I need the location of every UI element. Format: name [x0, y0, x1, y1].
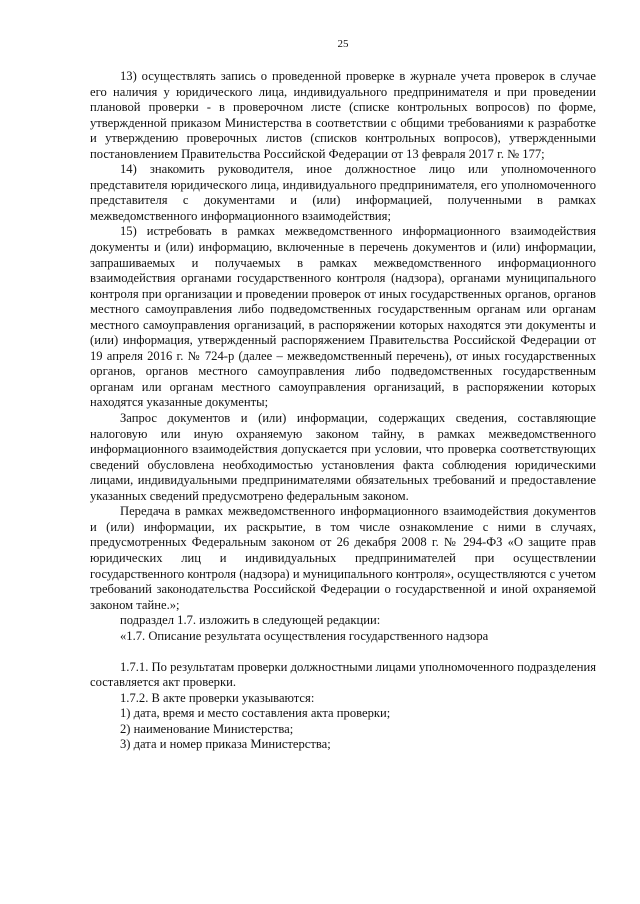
paragraph-1-7-1: 1.7.1. По результатам проверки должностными лицами уполномоченного подразделения составляется акт проверки. [90, 659, 596, 690]
paragraph-1-7-2: 1.7.2. В акте проверки указываются: [120, 690, 315, 705]
paragraph-subsection-heading: «1.7. Описание результата осуществления государственного надзора [120, 628, 489, 643]
page-number: 25 [337, 38, 349, 50]
list-item-2: 2) наименование Министерства; [120, 721, 294, 736]
paragraph-request-documents: Запрос документов и (или) информации, содержащих сведения, составляющие налоговую или иную охраняемую законом тайну, в рамках межведомственного информационного взаимодействия допускается при условии, что проверка соответствующих сведений обусловлена необходимостью установления факта соблюдения юридическими лицами, индивидуальными предпринимателями обязательных требований и предоставление указанных сведений предусмотрено федеральным законом. [90, 411, 596, 503]
paragraph-subsection-instruction: подраздел 1.7. изложить в следующей редакции: [120, 613, 381, 628]
list-item-1: 1) дата, время и место составления акта проверки; [120, 706, 391, 721]
paragraph-spacer [90, 644, 596, 660]
paragraph-transfer-documents: Передача в рамках межведомственного информационного взаимодействия документов и (или) информации, их раскрытие, в том числе ознакомление с ними в случаях, предусмотренных Федеральным законом от 26 декабря 2008 г. № 294-ФЗ «О защите прав юридических лиц и индивидуальных предпринимателей при осуществлении государственного контроля (надзора) и муниципального контроля», осуществляются с учетом требований законодательства Российской Федерации о государственной и иной охраняемой законом тайне.»; [90, 504, 596, 612]
paragraph-item-13: 13) осуществлять запись о проведенной проверке в журнале учета проверок в случае его наличия у юридического лица, индивидуального предпринимателя и при проведении плановой проверки - в проверочном листе (списке контрольных вопросов) по форме, утвержденной приказом Министерства в соответствии с общими требованиями к разработке и утверждению проверочных листов (списков контрольных вопросов), утвержденными постановлением Правительства Российской Федерации от 13 февраля 2017 г. № 177; [90, 69, 596, 161]
paragraph-item-15: 15) истребовать в рамках межведомственного информационного взаимодействия документы и (или) информацию, включенные в перечень документов и (или) информации, запрашиваемых и получаемых в рамках межведомственного информационного взаимодействия органами государственного контроля (надзора), органами муниципального контроля при организации и проведении проверок от иных государственных органов, органов местного самоуправления либо подведомственных государственным органам или органам местного самоуправления организаций, в распоряжении которых находятся эти документы и (или) информация, утвержденный распоряжением Правительства Российской Федерации от 19 апреля 2016 г. № 724-р (далее – межведомственный перечень), от иных государственных органов, органов местного самоуправления либо подведомственных государственным органам или органам местного самоуправления организаций, в распоряжении которых находятся указанные документы; [90, 224, 596, 410]
list-item-3: 3) дата и номер приказа Министерства; [120, 737, 331, 752]
paragraph-item-14: 14) знакомить руководителя, иное должностное лицо или уполномоченного представителя юридического лица, индивидуального предпринимателя, его уполномоченного представителя с документами и (или) информацией, полученными в рамках межведомственного информационного взаимодействия; [90, 162, 596, 223]
